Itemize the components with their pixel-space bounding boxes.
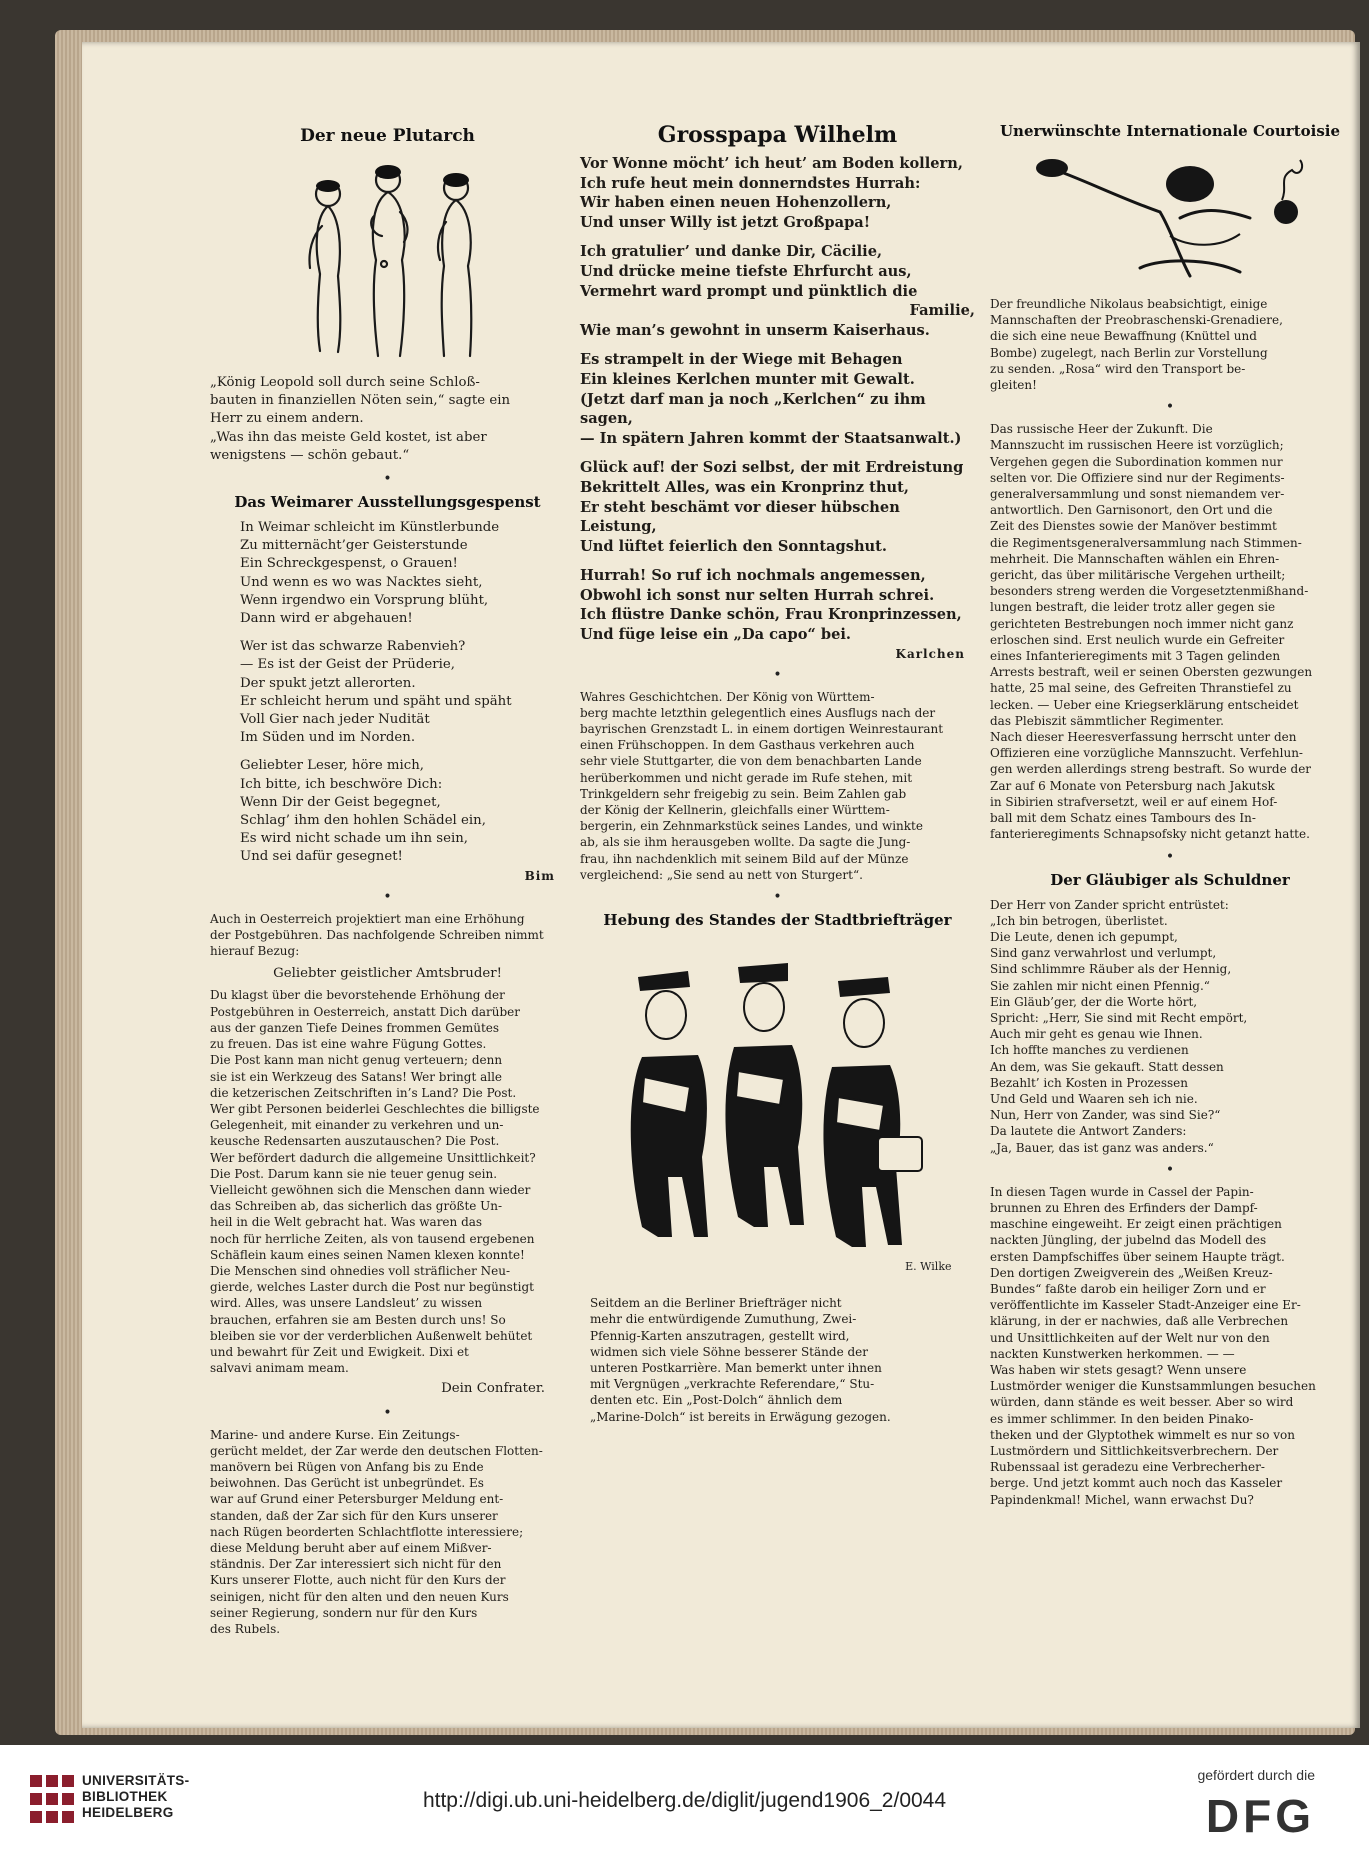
- postmen-illustration: [598, 937, 958, 1287]
- separator: •: [1165, 1161, 1175, 1178]
- text-line: standen, daß der Zar sich für den Kurs unserer: [210, 1508, 498, 1523]
- text-line: „Ich bin betrogen, überlistet.: [990, 913, 1168, 928]
- text-line: Nun, Herr von Zander, was sind Sie?“: [990, 1108, 1221, 1123]
- post-intro: [210, 911, 565, 960]
- dfg-logo: DFG: [1205, 1790, 1315, 1842]
- text-line: Wie man’s gewohnt in unserm Kaiserhaus.: [580, 321, 930, 339]
- text-line: gleiten!: [990, 378, 1037, 393]
- text-line: Sind ganz verwahrlost und verlumpt,: [990, 946, 1217, 961]
- text-line: heil in die Welt gebracht hat. Was waren das: [210, 1215, 483, 1230]
- text-line: gerücht meldet, der Zar werde den deutschen Flotten-: [210, 1443, 543, 1458]
- text-line: Und wenn es wo was Nacktes sieht,: [240, 574, 483, 590]
- text-line: selten vor. Die Offiziere sind nur der Regiments-: [990, 470, 1285, 485]
- text-line: Offizieren eine vorzügliche Mannszucht. Verfehlun-: [990, 746, 1303, 761]
- text-line: noch für herrliche Zeiten, als von tausend ergebenen: [210, 1231, 535, 1246]
- text-line: hierauf Bezug:: [210, 944, 300, 959]
- text-line: würden, dann stände es weit besser. Aber so wird: [990, 1395, 1294, 1410]
- text-line: aus der ganzen Tiefe Deines frommen Gemütes: [210, 1020, 500, 1035]
- text-line: Der freundliche Nikolaus beabsichtigt, einige: [990, 297, 1268, 311]
- text-line: bayrischen Grenzstadt L. in einem dortigen Weinrestaurant: [580, 722, 944, 737]
- library-name-line: UNIVERSITÄTS-: [82, 1773, 190, 1788]
- text-line: Zu mitternächt’ger Geisterstunde: [240, 538, 468, 554]
- text-line: Ich flüstre Danke schön, Frau Kronprinzessen,: [580, 606, 962, 624]
- text-line: Du klagst über die bevorstehende Erhöhung der: [210, 988, 505, 1003]
- text-line: Kurs unserer Flotte, auch nicht für den Kurs der: [210, 1573, 506, 1588]
- text-line: Bezahlt’ ich Kosten in Prozessen: [990, 1075, 1188, 1090]
- text-line: bergerin, ein Zehnmarkstück seines Landes, und winkte: [580, 819, 923, 834]
- text-line: zu senden. „Rosa“ wird den Transport be-: [990, 361, 1246, 376]
- text-line: mehr die entwürdigende Zumuthung, Zwei-: [590, 1312, 857, 1327]
- text-line: Zeit des Dienstes sowie der Manöver bestimmt: [990, 519, 1277, 534]
- text-line: Den dortigen Zweigverein des „Weißen Kreuz-: [990, 1265, 1273, 1280]
- text-line: das Plebiszit sämmtlicher Regimenter.: [990, 713, 1224, 728]
- text-line: „Marine-Dolch“ ist bereits in Erwägung gezogen.: [590, 1409, 891, 1424]
- text-line: sehr viele Stuttgarter, die von dem benachbarten Lande: [580, 754, 922, 769]
- text-line: Sind schlimmre Räuber als der Hennig,: [990, 962, 1232, 977]
- text-line: maschine eingeweiht. Er zeigt einen prächtigen: [990, 1217, 1282, 1232]
- text-line: Bundes“ faßte darob ein heiliger Zorn und er: [990, 1281, 1266, 1296]
- text-line: Auch mir geht es genau wie Ihnen.: [990, 1027, 1203, 1042]
- text-line: generalversammlung und sonst niemandem ver-: [990, 487, 1285, 502]
- text-line: gen werden allerdings streng bestraft. So wurde der: [990, 762, 1312, 777]
- text-line: Ich gratulier’ und danke Dir, Cäcilie,: [580, 243, 883, 261]
- text-line: Obwohl ich sonst nur selten Hurrah schrei.: [580, 586, 935, 604]
- cassel-article: [990, 1184, 1350, 1508]
- text-line: Gelegenheit, mit einander zu verkehren und un-: [210, 1118, 504, 1133]
- text-line: Pfennig-Karten anszutragen, gestellt wird,: [590, 1328, 850, 1343]
- text-line: berg machte letzthin gelegentlich eines Ausflugs nach der: [580, 705, 936, 720]
- text-line: Ich hoffte manches zu verdienen: [990, 1043, 1189, 1058]
- text-line: keusche Redensarten auszutauschen? Die Post.: [210, 1134, 500, 1149]
- text-line: Mannszucht im russischen Heere ist vorzüglich;: [990, 438, 1284, 453]
- text-line: eines Infanterieregiments mit 3 Tagen gelinden: [990, 649, 1281, 664]
- separator: •: [1165, 399, 1175, 416]
- article-title-brieftraeger: Hebung des Standes der Stadtbriefträger: [603, 911, 952, 930]
- text-line: wird. Alles, was unsere Landsleut’ zu wissen: [210, 1296, 483, 1311]
- brieftraeger-article: [580, 1295, 975, 1425]
- text-line: An dem, was Sie gekauft. Statt dessen: [990, 1059, 1224, 1074]
- text-line: seinigen, nicht für den alten und den neuen Kurs: [210, 1589, 509, 1604]
- text-line: Das russische Heer der Zukunft. Die: [990, 422, 1213, 437]
- viewer-footer: [0, 1745, 1369, 1851]
- text-line: Zar auf 6 Monate von Petersburg nach Jakutsk: [990, 778, 1275, 793]
- text-line: — In spätern Jahren kommt der Staatsanwalt.): [580, 429, 962, 447]
- text-line: Ich rufe heut mein donnerndstes Hurrah:: [580, 174, 921, 192]
- article-title-weimar: Das Weimarer Ausstellungsgespenst: [234, 493, 541, 512]
- text-line: Die Post kann man nicht genug verteuern; denn: [210, 1053, 503, 1068]
- plutarch-caption: [210, 374, 565, 465]
- text-line: Papindenkmal! Michel, wann erwachst Du?: [990, 1492, 1254, 1507]
- text-line: vergleichend: „Sie send au nett von Sturgert“.: [580, 867, 863, 882]
- post-letter: [210, 987, 565, 1376]
- separator: •: [383, 1404, 392, 1421]
- middle-column: [580, 122, 975, 1425]
- text-line: diese Meldung beruht aber auf einem Mißver-: [210, 1540, 492, 1555]
- illustration-credit: E. Wilke: [905, 1260, 952, 1274]
- nikolaus-illustration: [1020, 148, 1320, 288]
- text-line: denten etc. Ein „Post-Dolch“ ähnlich dem: [590, 1393, 843, 1408]
- text-line: hatte, 25 mal seine, des Gefreiten Thranstiefel zu: [990, 681, 1292, 696]
- text-line: Und Geld und Waaren seh ich nie.: [990, 1091, 1198, 1106]
- text-line: Postgebühren in Oesterreich, anstatt Dich darüber: [210, 1004, 521, 1019]
- text-line: mehrheit. Die Mannschaften wählen ein Ehren-: [990, 551, 1280, 566]
- text-line: Was haben wir stets gesagt? Wenn unsere: [990, 1362, 1247, 1377]
- three-postmen-drawing: [598, 937, 958, 1287]
- text-line: Vielleicht gewöhnen sich die Menschen dann wieder: [210, 1182, 531, 1197]
- library-name-line: HEIDELBERG: [82, 1805, 174, 1820]
- text-line: berge. Und jetzt kommt auch noch das Kasseler: [990, 1476, 1283, 1491]
- text-line: mit Vergnügen „verkrachte Referendare,“ Stu-: [590, 1377, 875, 1392]
- text-line: Mannschaften der Preobraschenski-Grenadiere,: [990, 313, 1283, 328]
- grosspapa-poem: [580, 154, 975, 645]
- text-line: Lustmördern und Sittlichkeitsverbrechern. Der: [990, 1444, 1279, 1458]
- text-line: gerichteten Bestrebungen noch immer nicht ganz: [990, 616, 1294, 631]
- text-line: Wahres Geschichtchen. Der König von Württem-: [580, 689, 875, 704]
- text-line: die Regimentsgeneralversammlung nach Stimmen-: [990, 535, 1302, 550]
- text-line: lecken. — Ueber eine Kriegserklärung entscheidet: [990, 697, 1299, 712]
- text-line: ständnis. Der Zar interessiert sich nicht für den: [210, 1557, 502, 1572]
- library-name-line: BIBLIOTHEK: [82, 1789, 168, 1804]
- text-line: und bewahrt für Zeit und Ewigkeit. Dixi et: [210, 1344, 469, 1359]
- text-line: Nach dieser Heeresverfassung herrscht unter den: [990, 730, 1297, 745]
- text-line: es immer schlimmer. In den beiden Pinako-: [990, 1411, 1254, 1426]
- text-line: Voll Gier nach jeder Nudität: [240, 712, 430, 728]
- text-line: Familie,: [909, 302, 975, 320]
- text-line: Und drücke meine tiefste Ehrfurcht aus,: [580, 262, 912, 280]
- article-title-plutarch: Der neue Plutarch: [300, 126, 475, 146]
- text-line: ab, als sie ihm herausgeben wollte. Da sagte die Jung-: [580, 835, 911, 850]
- bomb-thrower-drawing: [1020, 148, 1320, 288]
- text-line: Die Leute, denen ich gepumpt,: [990, 929, 1178, 944]
- text-line: nackten Jüngling, der jubelnd das Modell des: [990, 1233, 1267, 1248]
- text-line: Spricht: „Herr, Sie sind mit Recht empört,: [990, 1010, 1248, 1025]
- article-title-glaeubiger: Der Gläubiger als Schuldner: [1050, 870, 1290, 889]
- text-line: Lustmörder weniger die Kunstsammlungen besuchen: [990, 1379, 1316, 1394]
- text-line: ball mit dem Schatz eines Tambours des In-: [990, 811, 1256, 826]
- text-line: in Sibirien strafversetzt, weil er auf einem Hof-: [990, 794, 1278, 809]
- text-line: Wer befördert dadurch die allgemeine Unsittlichkeit?: [210, 1150, 536, 1165]
- author-signature: Bim: [524, 868, 555, 883]
- text-line: Vermehrt ward prompt und pünktlich die: [580, 282, 918, 300]
- marine-article: [210, 1427, 565, 1638]
- text-line: Bombe) zugelegt, nach Berlin zur Vorstellung: [990, 345, 1268, 360]
- text-line: Bekrittelt Alles, was ein Kronprinz thut,: [580, 478, 909, 496]
- text-line: herüberkommen und nicht gerade im Rufe stehen, mit: [580, 770, 913, 785]
- text-line: Im Süden und im Norden.: [240, 730, 416, 746]
- text-line: Vergehen gegen die Subordination kommen nur: [990, 454, 1283, 469]
- text-line: die ketzerischen Zeitschriften in’s Land? Die Post.: [210, 1085, 517, 1100]
- text-line: erloschen sind. Erst neulich wurde ein Gefreiter: [990, 632, 1285, 647]
- text-line: nach Rügen beorderten Schlachtflotte interessiere;: [210, 1524, 524, 1539]
- text-line: lungen bestraft, die leider trotz aller gegen sie: [990, 600, 1276, 615]
- three-graces-drawing: [268, 156, 508, 366]
- text-line: Da lautete die Antwort Zanders:: [990, 1124, 1187, 1139]
- text-line: besonders streng werden die Vorgesetztenmißhand-: [990, 584, 1309, 599]
- text-line: „Ja, Bauer, das ist ganz was anders.“: [990, 1140, 1214, 1155]
- glaeubiger-poem: [990, 897, 1350, 1156]
- separator: •: [383, 888, 392, 905]
- text-line: Geliebter Leser, höre mich,: [240, 758, 425, 774]
- text-line: klärung, in der er nachwies, daß alle Verbrechen: [990, 1314, 1289, 1329]
- text-line: frau, ihn nachdenklich mit seinem Bild auf der Münze: [580, 851, 909, 866]
- article-title-courtoisie: Unerwünschte Internationale Courtoisie: [999, 122, 1341, 140]
- text-line: Wenn irgendwo ein Vorsprung blüht,: [240, 592, 489, 608]
- text-line: der König der Kellnerin, gleichfalls einer Württem-: [580, 803, 890, 818]
- text-line: Er steht beschämt vor dieser hübschen Leistung,: [580, 498, 900, 536]
- text-line: Die Menschen sind ohnedies voll sträflicher Neu-: [210, 1263, 511, 1278]
- nikolaus-caption: [990, 296, 1350, 393]
- separator: •: [773, 666, 782, 683]
- text-line: nackten Kunstwerken herkommen. — —: [990, 1346, 1235, 1361]
- text-line: Schlag’ ihm den hohlen Schädel ein,: [240, 813, 486, 829]
- text-line: In diesen Tagen wurde in Cassel der Papin-: [990, 1184, 1254, 1199]
- text-line: Der Herr von Zander spricht entrüstet:: [990, 897, 1229, 912]
- russisches-heer-article: [990, 421, 1350, 842]
- author-signature: Karlchen: [895, 646, 965, 661]
- text-line: Wir haben einen neuen Hohenzollern,: [580, 194, 892, 212]
- text-line: bauten in finanziellen Nöten sein,“ sagte ein: [210, 393, 511, 409]
- text-line: Ein Gläub’ger, der die Worte hört,: [990, 994, 1198, 1009]
- text-line: salvavi animam meam.: [210, 1361, 349, 1376]
- text-line: In Weimar schleicht im Künstlerbunde: [240, 520, 500, 536]
- text-line: Glück auf! der Sozi selbst, der mit Erdreistung: [580, 459, 964, 477]
- text-line: Vor Wonne möcht’ ich heut’ am Boden kollern,: [580, 155, 963, 172]
- text-line: Trinkgeldern sehr freigebig zu sein. Beim Zahlen gab: [580, 786, 907, 801]
- text-line: fanterieregiments Schnapsofsky nicht getanzt hatte.: [990, 827, 1310, 842]
- weimar-poem: [210, 519, 565, 867]
- text-line: Und füge leise ein „Da capo“ bei.: [580, 626, 852, 644]
- post-salutation: Geliebter geistlicher Amtsbruder!: [273, 966, 502, 982]
- text-line: Rubenssaal ist geradezu eine Verbrecherher-: [990, 1460, 1265, 1475]
- text-line: Ein kleines Kerlchen munter mit Gewalt.: [580, 370, 915, 388]
- text-line: des Rubels.: [210, 1622, 281, 1636]
- text-line: Es strampelt in der Wiege mit Behagen: [580, 351, 903, 369]
- text-line: Und unser Willy ist jetzt Großpapa!: [580, 213, 871, 231]
- text-line: Und lüftet feierlich den Sonntagshut.: [580, 537, 887, 555]
- text-line: theken und der Glyptothek wimmelt es nur so von: [990, 1427, 1295, 1442]
- text-line: Und sei dafür gesegnet!: [240, 849, 403, 865]
- text-line: brauchen, erfahren sie am Besten durch uns! So: [210, 1312, 506, 1327]
- text-line: unteren Postkarrière. Man bemerkt unter ihnen: [590, 1360, 882, 1375]
- text-line: zu freuen. Das ist eine wahre Fügung Gottes.: [210, 1037, 487, 1052]
- text-line: veröffentlichte im Kasseler Stadt-Anzeiger eine Er-: [990, 1298, 1301, 1313]
- separator: •: [383, 471, 392, 488]
- text-line: antwortlich. Den Garnisonort, den Ort und die: [990, 503, 1273, 518]
- text-line: widmen sich viele Söhne besserer Stände der: [590, 1344, 868, 1359]
- text-line: gericht, das über militärische Vergehen urtheilt;: [990, 568, 1286, 583]
- separator: •: [773, 889, 782, 906]
- text-line: einen Frühschoppen. In dem Gasthaus verkehren auch: [580, 738, 915, 753]
- text-line: das Schreiben ab, das sicherlich das größte Un-: [210, 1199, 503, 1214]
- text-line: Er schleicht herum und späht und späht: [240, 693, 512, 709]
- wahres-geschichtchen: [580, 689, 975, 883]
- text-line: Der spukt jetzt allerorten.: [240, 675, 416, 691]
- text-line: (Jetzt darf man ja noch „Kerlchen“ zu ihm sagen,: [580, 390, 926, 428]
- text-line: die sich eine neue Bewaffnung (Knüttel und: [990, 329, 1257, 344]
- right-column: [990, 122, 1350, 1508]
- text-line: Marine- und andere Kurse. Ein Zeitungs-: [210, 1427, 460, 1442]
- text-line: „König Leopold soll durch seine Schloß-: [210, 375, 480, 390]
- text-line: Wenn Dir der Geist begegnet,: [240, 794, 441, 810]
- text-line: ersten Dampfschiffes über seinem Haupte trägt.: [990, 1249, 1285, 1264]
- text-line: Wer gibt Personen beiderlei Geschlechtes die billigste: [210, 1101, 540, 1116]
- text-line: wenigstens — schön gebaut.“: [210, 447, 410, 463]
- text-line: Herr zu einem andern.: [210, 411, 364, 427]
- text-line: Sie zahlen mir nicht einen Pfennig.“: [990, 978, 1210, 993]
- left-column: [210, 122, 565, 1637]
- text-line: Schäflein kaum eines seinen Namen klexen konnte!: [210, 1247, 525, 1262]
- text-line: beiwohnen. Das Gerücht ist unbegründet. Es: [210, 1476, 484, 1491]
- text-line: Wer ist das schwarze Rabenvieh?: [240, 639, 466, 655]
- article-title-grosspapa: Grosspapa Wilhelm: [657, 122, 898, 148]
- text-line: Hurrah! So ruf ich nochmals angemessen,: [580, 567, 926, 585]
- text-line: „Was ihn das meiste Geld kostet, ist aber: [210, 429, 487, 445]
- text-line: bleiben sie vor der verderblichen Außenwelt behütet: [210, 1328, 533, 1343]
- source-url-link[interactable]: http://digi.ub.uni-heidelberg.de/diglit/jugend1906_2/0044: [422, 1789, 947, 1812]
- text-line: Es wird nicht schade um ihn sein,: [240, 831, 468, 847]
- text-line: Dann wird er abgehauen!: [240, 611, 413, 627]
- text-line: der Postgebühren. Das nachfolgende Schreiben nimmt: [210, 927, 544, 942]
- text-line: Arrests bestraft, weil er seinen Obersten gezwungen: [990, 665, 1313, 680]
- text-line: sie ist ein Werkzeug des Satans! Wer bringt alle: [210, 1069, 503, 1084]
- text-line: Auch in Oesterreich projektiert man eine Erhöhung: [210, 911, 525, 926]
- text-line: brunnen zu Ehren des Erfinders der Dampf-: [990, 1200, 1258, 1215]
- text-line: Die Post. Darum kann sie nie teuer genug sein.: [210, 1166, 498, 1181]
- text-line: Ich bitte, ich beschwöre Dich:: [240, 776, 443, 792]
- separator: •: [1165, 848, 1175, 865]
- text-line: seiner Regierung, sondern nur für den Kurs: [210, 1605, 478, 1620]
- three-graces-illustration: [268, 156, 508, 366]
- text-line: war auf Grund einer Petersburger Meldung ent-: [210, 1492, 504, 1507]
- funded-by-label: gefördert durch die: [1197, 1767, 1315, 1783]
- post-signoff: Dein Confrater.: [441, 1381, 545, 1397]
- text-line: manövern bei Rügen von Anfang bis zu Ende: [210, 1459, 484, 1474]
- text-line: Seitdem an die Berliner Briefträger nicht: [590, 1296, 842, 1311]
- text-line: gierde, welches Laster durch die Post nur begünstigt: [210, 1280, 534, 1295]
- text-line: — Es ist der Geist der Prüderie,: [240, 657, 455, 673]
- text-line: Ein Schreckgespenst, o Grauen!: [240, 556, 458, 572]
- text-line: und Unsittlichkeiten auf der Welt nur von den: [990, 1330, 1270, 1345]
